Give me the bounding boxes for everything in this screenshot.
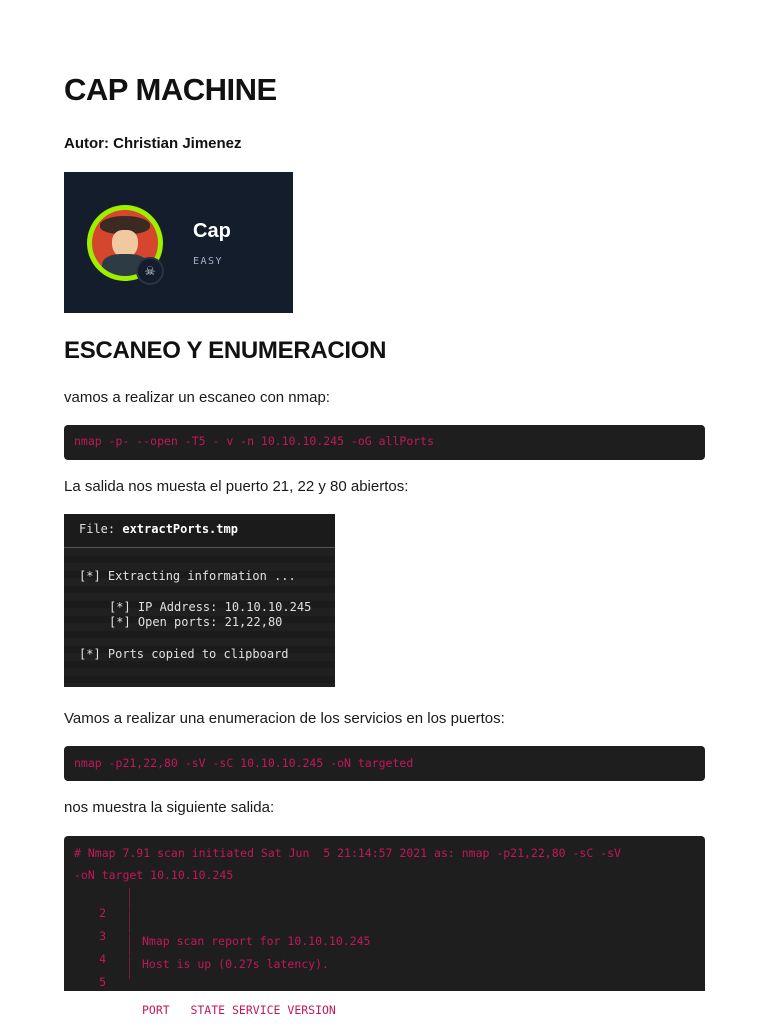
os-badge-icon: ☠ <box>136 257 164 285</box>
code-line: -oN target 10.10.10.245 <box>74 868 234 882</box>
machine-card <box>64 172 293 313</box>
result-paragraph: nos muestra la siguiente salida: <box>64 799 275 816</box>
intro-paragraph: vamos a realizar un escaneo con nmap: <box>64 389 330 406</box>
terminal-file-header: File: extractPorts.tmp <box>79 522 238 536</box>
terminal-line: [*] Extracting information ... <box>79 569 296 583</box>
line-number: 2 <box>99 906 106 920</box>
line-text: Nmap scan report for 10.10.10.245 <box>142 934 371 948</box>
author-line: Autor: Christian Jimenez <box>64 135 242 152</box>
terminal-line: [*] IP Address: 10.10.10.245 <box>109 600 312 614</box>
code-line: nmap -p- --open -T5 - v -n 10.10.10.245 -oG allPorts <box>74 434 435 448</box>
line-number: 3 <box>99 929 106 943</box>
terminal-line: [*] Ports copied to clipboard <box>79 647 289 661</box>
code-line: # Nmap 7.91 scan initiated Sat Jun 5 21:14:57 2021 as: nmap -p21,22,80 -sC -sV <box>74 846 621 860</box>
output-paragraph: La salida nos muesta el puerto 21, 22 y 80 abiertos: <box>64 478 409 495</box>
machine-difficulty: EASY <box>193 256 224 267</box>
line-text: PORT STATE SERVICE VERSION <box>142 1003 336 1017</box>
terminal-screenshot <box>64 514 335 687</box>
line-number: 5 <box>99 975 106 989</box>
code-line: nmap -p21,22,80 -sV -sC 10.10.10.245 -oN targeted <box>74 756 414 770</box>
enum-paragraph: Vamos a realizar una enumeracion de los servicios en los puertos: <box>64 710 505 727</box>
terminal-line: [*] Open ports: 21,22,80 <box>109 615 283 629</box>
section-heading: ESCANEO Y ENUMERACION <box>64 337 387 364</box>
line-number: 4 <box>99 952 106 966</box>
code-block-scan-output <box>64 836 705 1017</box>
code-block-nmap-scan <box>64 425 705 460</box>
machine-name: Cap <box>193 220 231 242</box>
line-text: Host is up (0.27s latency). <box>142 957 329 971</box>
page-title: CAP MACHINE <box>64 72 277 107</box>
code-block-nmap-targeted <box>64 746 705 781</box>
